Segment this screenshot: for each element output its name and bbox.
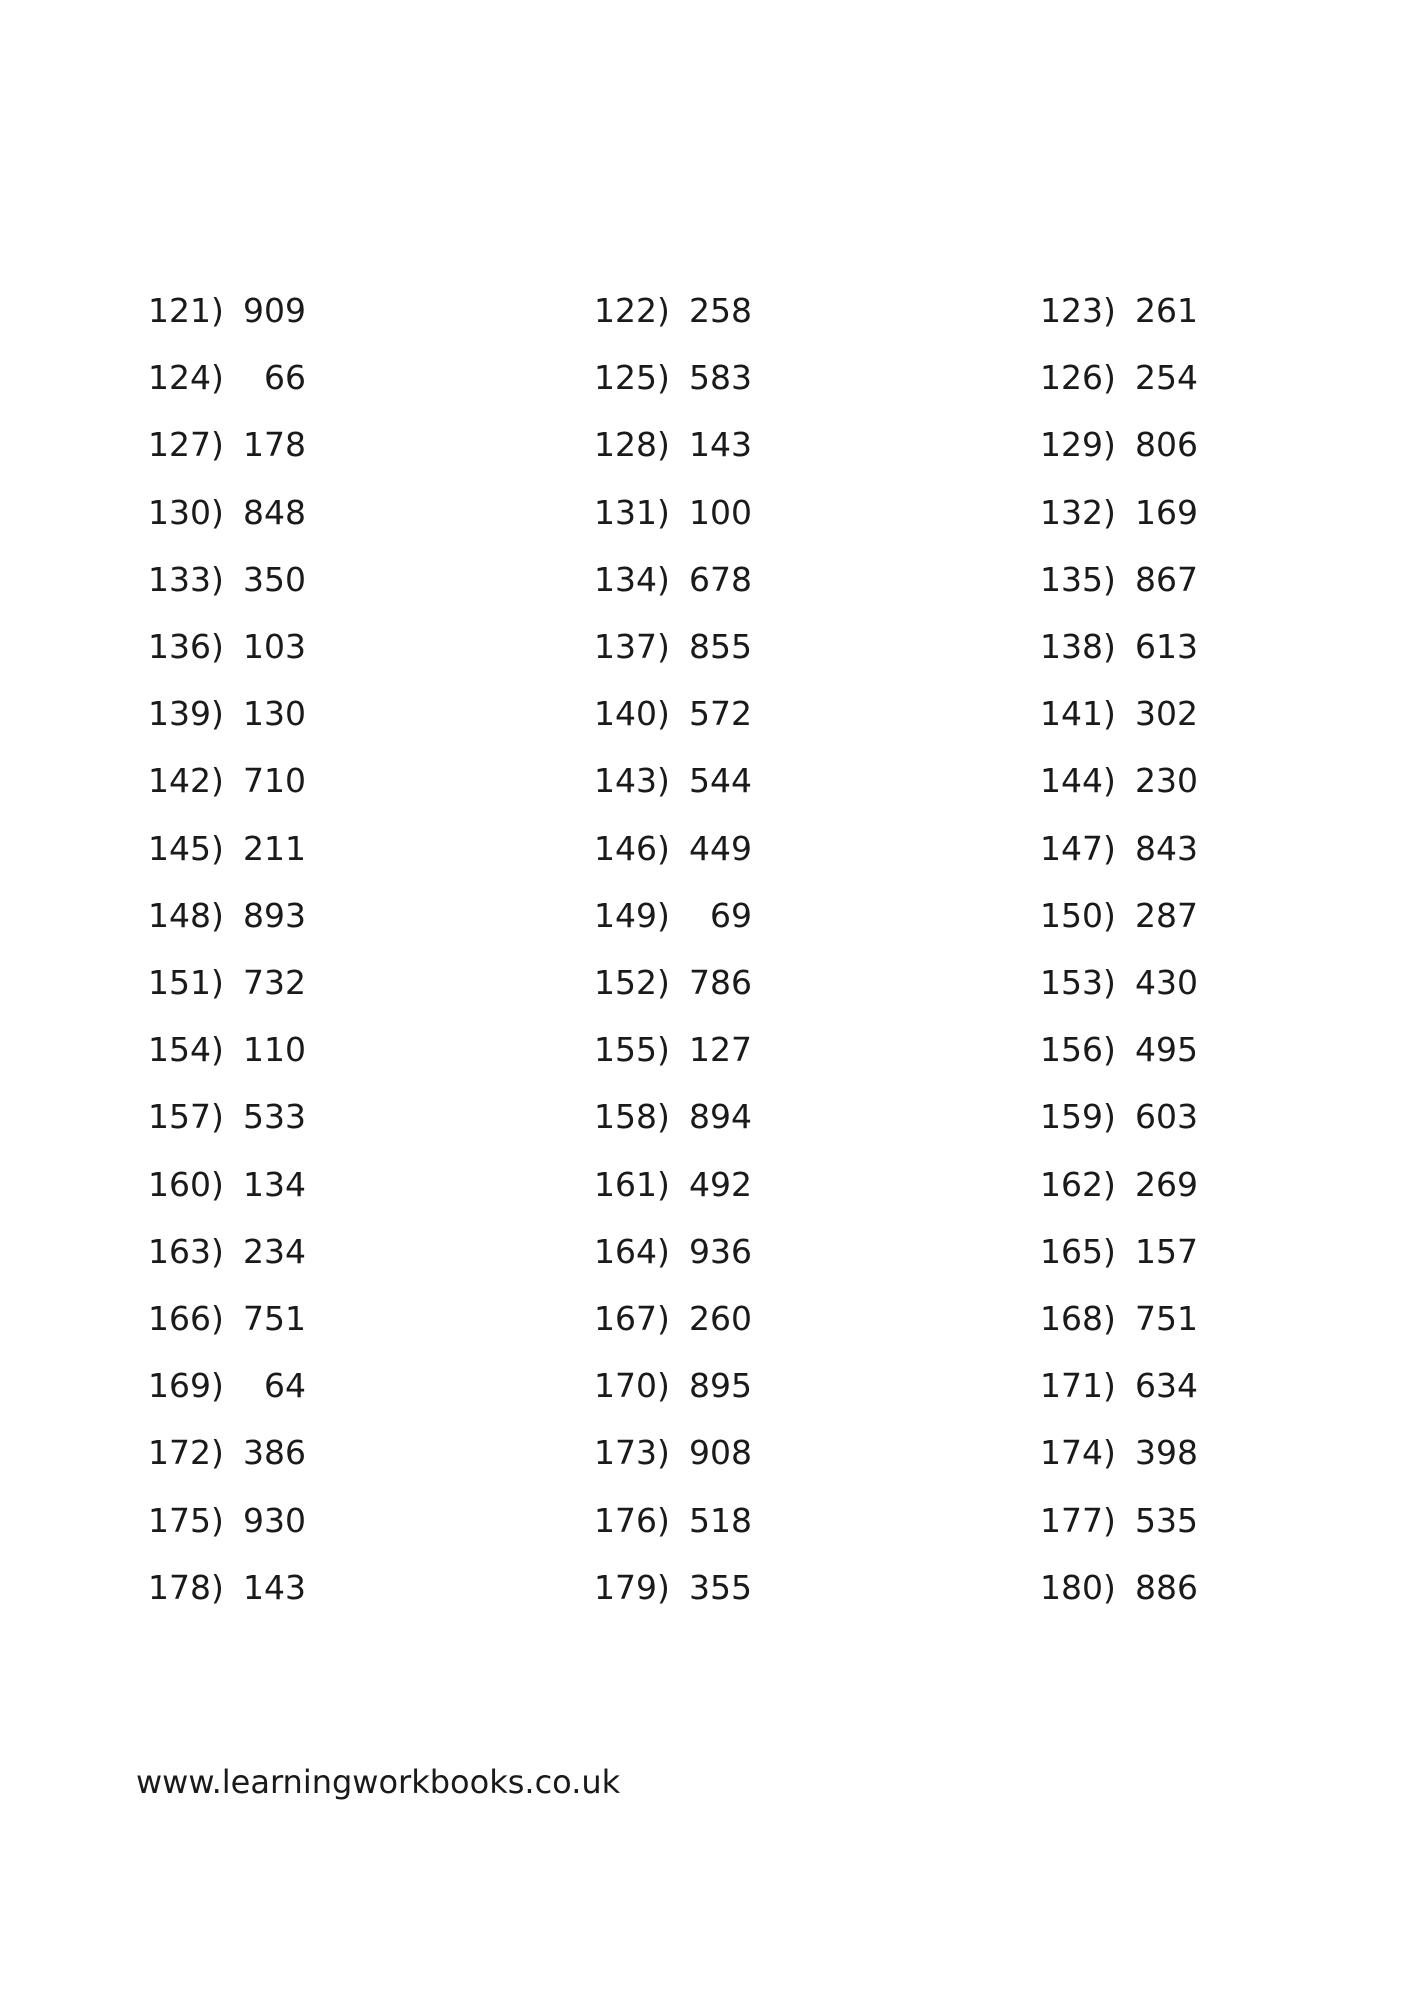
problem-value: 130: [243, 694, 306, 733]
problem-row: [0, 694, 1414, 761]
problem-number: 139): [148, 694, 224, 733]
problem-number: 135): [1040, 560, 1116, 599]
problem-number: 148): [148, 896, 224, 935]
problem-value: 908: [689, 1433, 752, 1472]
problem-number: 122): [594, 291, 670, 330]
problem-number: 163): [148, 1232, 224, 1271]
problem-value: 848: [243, 493, 306, 532]
problem-number: 142): [148, 761, 224, 800]
problem-number: 175): [148, 1501, 224, 1540]
problem-number: 158): [594, 1097, 670, 1136]
problem-number: 178): [148, 1568, 224, 1607]
problem-number: 136): [148, 627, 224, 666]
problem-value: 895: [689, 1366, 752, 1405]
problem-value: 544: [689, 761, 752, 800]
problem-value: 169: [1135, 493, 1198, 532]
problem-value: 110: [243, 1030, 306, 1069]
problem-number: 124): [148, 358, 224, 397]
problem-number: 133): [148, 560, 224, 599]
problem-value: 260: [689, 1299, 752, 1338]
problem-value: 533: [243, 1097, 306, 1136]
problem-row: [0, 1501, 1414, 1568]
problem-value: 495: [1135, 1030, 1198, 1069]
problem-number: 180): [1040, 1568, 1116, 1607]
problem-value: 127: [689, 1030, 752, 1069]
problem-value: 894: [689, 1097, 752, 1136]
problem-row: [0, 761, 1414, 828]
problem-value: 732: [243, 963, 306, 1002]
problem-number: 121): [148, 291, 224, 330]
problem-number: 174): [1040, 1433, 1116, 1472]
problem-number: 176): [594, 1501, 670, 1540]
problem-value: 386: [243, 1433, 306, 1472]
problem-value: 936: [689, 1232, 752, 1271]
problem-value: 518: [689, 1501, 752, 1540]
problem-number: 171): [1040, 1366, 1116, 1405]
problem-value: 230: [1135, 761, 1198, 800]
problem-number: 162): [1040, 1165, 1116, 1204]
problem-number: 138): [1040, 627, 1116, 666]
problem-number: 127): [148, 425, 224, 464]
problem-value: 254: [1135, 358, 1198, 397]
problem-value: 287: [1135, 896, 1198, 935]
problem-value: 143: [243, 1568, 306, 1607]
problem-row: [0, 896, 1414, 963]
problem-value: 613: [1135, 627, 1198, 666]
problem-value: 886: [1135, 1568, 1198, 1607]
problem-number: 152): [594, 963, 670, 1002]
problem-number: 167): [594, 1299, 670, 1338]
problem-row: [0, 291, 1414, 358]
problem-row: [0, 560, 1414, 627]
footer-website: www.learningworkbooks.co.uk: [136, 1763, 621, 1801]
problem-number: 173): [594, 1433, 670, 1472]
problem-number: 130): [148, 493, 224, 532]
problem-number: 170): [594, 1366, 670, 1405]
problem-number: 156): [1040, 1030, 1116, 1069]
problem-number: 150): [1040, 896, 1116, 935]
problem-number: 144): [1040, 761, 1116, 800]
problem-value: 211: [243, 829, 306, 868]
problem-number: 137): [594, 627, 670, 666]
problem-value: 258: [689, 291, 752, 330]
problem-number: 161): [594, 1165, 670, 1204]
problem-value: 751: [243, 1299, 306, 1338]
problem-number: 164): [594, 1232, 670, 1271]
problem-number: 125): [594, 358, 670, 397]
problem-row: [0, 1232, 1414, 1299]
problem-value: 234: [243, 1232, 306, 1271]
problem-number: 177): [1040, 1501, 1116, 1540]
problem-number: 140): [594, 694, 670, 733]
problem-number: 131): [594, 493, 670, 532]
problem-row: [0, 425, 1414, 492]
problem-row: [0, 1366, 1414, 1433]
problem-value: 178: [243, 425, 306, 464]
problem-value: 350: [243, 560, 306, 599]
problem-number: 159): [1040, 1097, 1116, 1136]
problem-row: [0, 963, 1414, 1030]
problem-value: 302: [1135, 694, 1198, 733]
problem-number: 165): [1040, 1232, 1116, 1271]
problem-number: 123): [1040, 291, 1116, 330]
problem-row: [0, 829, 1414, 896]
problem-value: 930: [243, 1501, 306, 1540]
problem-value: 492: [689, 1165, 752, 1204]
problem-value: 535: [1135, 1501, 1198, 1540]
problem-value: 855: [689, 627, 752, 666]
problem-number: 155): [594, 1030, 670, 1069]
problem-row: [0, 493, 1414, 560]
problem-value: 843: [1135, 829, 1198, 868]
problem-value: 909: [243, 291, 306, 330]
problem-value: 103: [243, 627, 306, 666]
problem-number: 160): [148, 1165, 224, 1204]
problem-number: 147): [1040, 829, 1116, 868]
problem-number: 141): [1040, 694, 1116, 733]
problem-number: 172): [148, 1433, 224, 1472]
problem-value: 430: [1135, 963, 1198, 1002]
problem-number: 146): [594, 829, 670, 868]
problem-number: 157): [148, 1097, 224, 1136]
problem-row: [0, 1097, 1414, 1164]
problem-value: 751: [1135, 1299, 1198, 1338]
problem-value: 261: [1135, 291, 1198, 330]
problem-value: 806: [1135, 425, 1198, 464]
problem-number: 132): [1040, 493, 1116, 532]
problem-number: 169): [148, 1366, 224, 1405]
problem-value: 157: [1135, 1232, 1198, 1271]
problem-number: 153): [1040, 963, 1116, 1002]
problem-number: 166): [148, 1299, 224, 1338]
problem-value: 786: [689, 963, 752, 1002]
problem-row: [0, 1165, 1414, 1232]
problem-row: [0, 1299, 1414, 1366]
problem-value: 893: [243, 896, 306, 935]
problem-number: 168): [1040, 1299, 1116, 1338]
problem-number: 149): [594, 896, 670, 935]
problem-value: 634: [1135, 1366, 1198, 1405]
problem-number: 179): [594, 1568, 670, 1607]
problem-row: [0, 358, 1414, 425]
problem-value: 69: [710, 896, 752, 935]
problem-value: 867: [1135, 560, 1198, 599]
problem-value: 678: [689, 560, 752, 599]
problem-number: 134): [594, 560, 670, 599]
problem-row: [0, 627, 1414, 694]
problem-row: [0, 1568, 1414, 1635]
problem-value: 269: [1135, 1165, 1198, 1204]
problem-value: 710: [243, 761, 306, 800]
problem-value: 449: [689, 829, 752, 868]
problem-row: [0, 1433, 1414, 1500]
problem-value: 66: [264, 358, 306, 397]
problem-number: 128): [594, 425, 670, 464]
problem-number: 151): [148, 963, 224, 1002]
problem-value: 134: [243, 1165, 306, 1204]
problem-number: 145): [148, 829, 224, 868]
problem-value: 355: [689, 1568, 752, 1607]
problem-number: 126): [1040, 358, 1116, 397]
problem-value: 572: [689, 694, 752, 733]
problem-value: 64: [264, 1366, 306, 1405]
problem-value: 143: [689, 425, 752, 464]
problem-value: 603: [1135, 1097, 1198, 1136]
problem-value: 583: [689, 358, 752, 397]
problem-number: 129): [1040, 425, 1116, 464]
problem-number: 143): [594, 761, 670, 800]
problem-row: [0, 1030, 1414, 1097]
problem-value: 100: [689, 493, 752, 532]
problem-number: 154): [148, 1030, 224, 1069]
problem-value: 398: [1135, 1433, 1198, 1472]
